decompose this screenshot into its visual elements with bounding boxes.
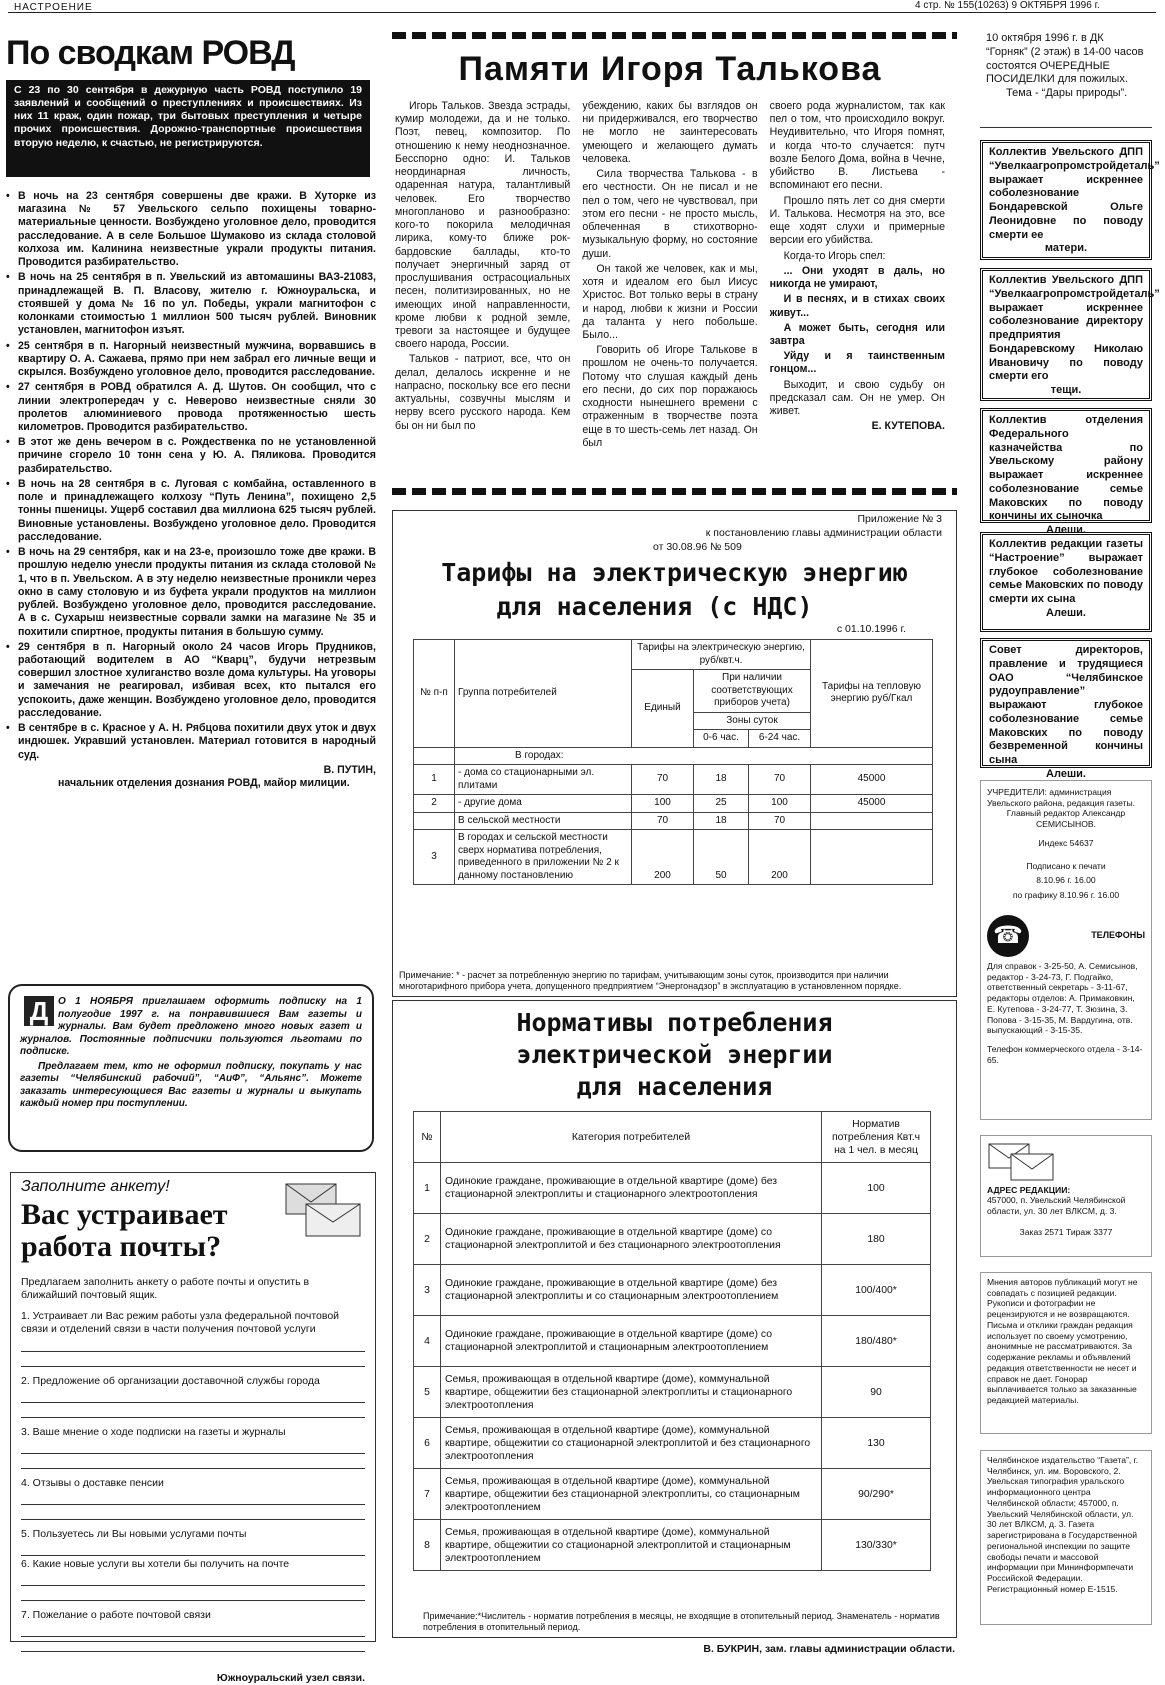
rovd-sign-title: начальник отделения дознания РОВД, майор милиции. (58, 777, 350, 790)
tariff-note: Примечание: * - расчет за потребленную энергию по тарифам, учитывающим зоны суток, производится при наличии многотарифного прибора учета, допущенного предприятием “Энергонадзор” в эксплуатацию в установленном порядке. (399, 969, 902, 991)
th-norm: Норматив потребления Квт.ч на 1 чел. в месяц (822, 1112, 931, 1163)
table-row: 3 Одинокие граждане, проживающие в отдельной квартире (доме) без стационарной электроплиты и со стационарным электроотоплением 100/400* (414, 1265, 931, 1316)
condolence-3: Коллектив отделения Федерального казначейства по Увельскому району выражает искреннее соболезнование семье Маковских по поводу кончины их сыночка Алеши. (980, 408, 1152, 523)
disclaimer: Мнения авторов публикаций могут не совпадать с позицией редакции. Рукописи и фотографии не рецензируются и не возвращаются. Письма и отклики граждан редакция использует по своему усмотрению, анонимные не рассматриваются. За содержание рекламы и объявлений редакция ответственности не несет и справок не дает. Гонорар выплачивается только за заказанные редакцией материалы. (980, 1272, 1152, 1434)
tariff-title-2: для населения (с НДС) (496, 592, 813, 621)
survey-question-1: 1. Устраивает ли Вас режим работы узла федеральной почтовой связи и отделений связи в части получения почтовой услуги (21, 1310, 365, 1366)
th-with-meter: При наличии соответствующих приборов учета) (694, 670, 811, 713)
commercial-phone: Телефон коммерческого отдела - 3-14-65. (987, 1044, 1143, 1065)
table-row: 2 - другие дома 100 25 100 45000 (414, 795, 933, 813)
answer-line[interactable] (21, 1403, 365, 1418)
rovd-item: • 27 сентября в РОВД обратился А. Д. Шутов. Он сообщил, что с линии электропередач у с. Неверово неизвестные сняли 30 пролетов алюминиевого провода протяженностью шесть километров. Проводится разбирательство. (8, 381, 376, 434)
mail-icon (987, 1142, 1057, 1182)
envelopes-icon (282, 1178, 366, 1246)
issue-info: 4 стр. № 155(10263) 9 ОКТЯБРЯ 1996 г. (915, 0, 1100, 11)
talkov-sign: Е. КУТЕПОВА. (871, 420, 945, 433)
poem-line: Уйду и я таинственным гонцом... (769, 350, 945, 376)
decree-line-1: к постановлению главы администрации области (705, 527, 942, 539)
talkov-paragraph: своего рода журналистом, так как пел о том, что происходило вокруг. Неудивительно, что Игоря помнят, и когда что-то случается: путч возле Белого Дома, война в Чечне, убийство В. Листьева - вспоминают его песни. (769, 100, 945, 192)
telephone-icon: ☎ (987, 915, 1029, 957)
dashed-rule-bottom (392, 488, 957, 495)
table-row: В сельской местности 70 18 70 (414, 812, 933, 830)
th-zones: Зоны суток (694, 712, 811, 730)
condolence-1: Коллектив Увельского ДПП “Увелкаагропромстройдеталь” выражает искреннее соболезнование Бондаревской Ольге Леонидовне по поводу смерти ее матери. (980, 140, 1152, 260)
in-cities-label: В городах: (455, 747, 933, 765)
talkov-title: Памяти Игоря Талькова (458, 50, 882, 88)
talkov-paragraph: Игорь Тальков. Звезда эстрады, кумир молодежи, да и не только. Поэт, певец, композитор. По отношению к нему неоднозначное. Бесспорно одно: И. Тальков неординарная личность, одаренная натура, талантливый человек. Его творчество многопланово и разнообразно: кого-то покорила мелодичная лирика, кому-то ближе рок-бардовские баллады, кто-то получает энергичный заряд от прослушивания острасоциальных песен, политизированных, но не имеющих иной направленности, кроме любви к родной земле, тревоги за настоящее и будущее своего народа, России. (395, 100, 571, 351)
th-group: Группа потребителей (455, 640, 632, 748)
talkov-paragraph: Он такой же человек, как и мы, хотя и идеалом его был Иисус Христос. Вот только веры в страну и народ, любви к жизни и России да таланта у него побольше. Было... (582, 262, 758, 341)
table-row: 3 В городах и сельской местности сверх норматива потребления, приведенного в приложении № 2 к данному постановлению 200 50 200 (414, 830, 933, 885)
condolence-5: Совет директоров, правление и трудящиеся ОАО “Челябинское рудоуправление” выражают глубокое соболезнование семье Маковских по поводу безвременной кончины сына Алеши. (980, 638, 1152, 768)
answer-line[interactable] (21, 1541, 365, 1556)
print-schedule: по графику 8.10.96 г. 16.00 (1012, 890, 1120, 901)
th-num: № (414, 1112, 441, 1163)
answer-line[interactable] (21, 1505, 365, 1520)
rovd-item: • В сентябре в с. Красное у А. Н. Рябцова похитили двух уток и двух индюшек. Укравший установлен. Материал готовится в народный суд. (8, 722, 376, 762)
th-tariff: Тарифы на электрическую энергию, руб/квт.ч. (632, 640, 811, 670)
rovd-item: • 25 сентября в п. Нагорный неизвестный мужчина, ворвавшись в квартиру О. А. Сажаева, прямо при нем забрал его личные вещи и скрылся. Возбуждено уголовное дело, проводится расследование. (8, 340, 376, 380)
tariff-section (392, 510, 957, 997)
talkov-paragraph: Тальков - патриот, все, что он делал, делалось искренне и не напрасно, поскольку все его песни актуальны, созвучны мыслям и нерву всего русского народа. Кем бы он ни был по (395, 353, 571, 432)
th-num: № п-п (414, 640, 455, 748)
decree-line-2: от 30.08.96 № 509 (653, 541, 742, 553)
answer-line[interactable] (21, 1352, 365, 1367)
poem-line: А может быть, сегодня или завтра (769, 321, 945, 347)
editor: Главный редактор Александр СЕМИСЫНОВ. (1006, 808, 1126, 830)
rovd-item: • В этот же день вечером в с. Рождественка по не установленной причине сгорело 10 тонн сена у Ю. А. Пяликова. Проводится разбирательство. (8, 436, 376, 476)
tariff-table (413, 639, 933, 885)
talkov-paragraph: Прошло пять лет со дня смерти И. Талькова. Несмотря на это, все еще ходят слухи и примерные версии его убийства. (769, 194, 945, 247)
address-title: АДРЕС РЕДАКЦИИ: (987, 1184, 1071, 1195)
section-name: НАСТРОЕНИЕ (14, 2, 93, 13)
norms-title-1: Нормативы потребления (516, 1008, 833, 1037)
publisher-info: Челябинское издательство “Газета”, г. Челябинск, ул. им. Воровского, 2. Увельская типография уральского информационного центра Челябинской области; 457000, п. Увельский Челябинской области, ул. 30 лет ВЛКСМ, д. 3. Газета зарегистрирована в Государственной региональной инспекции по защите свободы печати и массовой информации при Мининформпечати Российской Федерации. Регистрационный номер Е-1515. (980, 1450, 1152, 1625)
talkov-paragraph: Выходит, и свою судьбу он предсказал сам. Он не умер. Он живет. (769, 378, 945, 418)
answer-line[interactable] (21, 1337, 365, 1352)
address: 457000, п. Увельский Челябинской области, ул. 30 лет ВЛКСМ, д. 3. (987, 1195, 1126, 1217)
tariff-title-1: Тарифы на электрическую энергию (441, 558, 908, 587)
rovd-sign-name: В. ПУТИН, (323, 763, 376, 776)
th-single: Единый (632, 670, 694, 748)
index: Индекс 54637 (1038, 837, 1094, 848)
order-print: Заказ 2571 Тираж 3377 (1019, 1226, 1113, 1237)
th-category: Категория потребителей (441, 1112, 822, 1163)
table-row: 7 Семья, проживающая в отдельной квартире (доме), коммунальной квартире, общежитии без стационарной электроплиты, со стационарным электроотоплением 90/290* (414, 1469, 931, 1520)
header-rule (8, 12, 1156, 13)
masthead-info (980, 780, 1152, 1120)
answer-line[interactable] (21, 1637, 365, 1652)
survey-question-4: 4. Отзывы о доставке пенсии (21, 1477, 365, 1520)
appendix-label: Приложение № 3 (857, 513, 942, 525)
subscription-text-1: О 1 НОЯБРЯ приглашаем оформить подписку на 1 полугодие 1997 г. на понравившиеся Вам газеты и журналы. Вам будет предложено много новых газет и журналов. Постоянные подписчики пользуются льготами по подписке. (20, 996, 362, 1057)
dashed-rule-top (392, 32, 957, 39)
talkov-paragraph: убеждению, каких бы взглядов он ни придерживался, его творчество не могло не заинтересовать умеющего и желающего думать человека. (582, 100, 758, 165)
survey-question-7: 7. Пожелание о работе почтовой связи (21, 1609, 365, 1652)
table-row: 5 Семья, проживающая в отдельной квартире (доме), коммунальной квартире, общежитии без стационарной электроплиты и стационарного электроотопления 90 (414, 1367, 931, 1418)
subscription-text-2: Предлагаем тем, кто не оформил подписку, покупать у нас газеты “Челябинский рабочий”, “АиФ”, “Альянс”. Можете заказать интересующиеся Вас газеты и журналы и выкупать каждый номер при поступлении. (20, 1060, 362, 1109)
phones: Для справок - 3-25-50, А. Семисынов, редактор - 3-24-73, Г. Подгайко, ответственный секретарь - 3-11-67, редакторы отделов: А. Примаковкин, Е. Кутепова - 3-24-77, Т. Зюзина, З. Попова - 3-15-35, М. Вардугина, отв. выпускающий - 3-15-35. (987, 960, 1138, 1036)
tariff-date: с 01.10.1996 г. (836, 623, 906, 635)
rovd-item: • В ночь на 29 сентября, как и на 23-е, произошло тоже две кражи. В прошлую неделю унесли продукты питания из склада столовой № 1, что в п. Увельском. А в эту неделю неизвестные проникли через окно в саму столовую и из буфета украли продуктов на миллион рублей. Возбуждено уголовное дело, проводится расследование. А в с. Сухарыш неизвестные сорвали замки на магазине № 35 и похитили спиртное, продукты питания в большую сумму. (8, 546, 376, 639)
signed-label: Подписано к печати (1026, 860, 1106, 871)
norms-note: Примечание:*Числитель - норматив потребления в месяцы, не входящие в отопительный период. Знаменатель - норматив потребления в отопительный период. (423, 1610, 940, 1632)
talkov-article (395, 100, 945, 452)
survey-question-6: 6. Какие новые услуги вы хотели бы получить на почте (21, 1558, 365, 1601)
talkov-paragraph: Сила творчества Талькова - в его честности. Он не писал и не пел о том, чего не чувствовал, при этом его песни - не просто мысль, облеченная в стихотворно-музыкальную форму, но состояние души. (582, 168, 758, 260)
poem-line: ... Они уходят в даль, но никогда не умирают, (769, 264, 945, 291)
answer-line[interactable] (21, 1454, 365, 1469)
survey-question-3: 3. Ваше мнение о ходе подписки на газеты и журналы (21, 1426, 365, 1469)
th-zone-1: 0-6 час. (694, 730, 749, 748)
table-row: 2 Одинокие граждане, проживающие в отдельной квартире (доме) со стационарной электроплитой и без стационарного электроотопления 180 (414, 1214, 931, 1265)
rovd-items (8, 190, 376, 790)
founders: УЧРЕДИТЕЛИ: администрация Увельского района, редакция газеты. (987, 787, 1136, 808)
rovd-item: • В ночь на 23 сентября совершены две кражи. В Хуторке из магазина № 57 Увельского сельпо похищены товарно-материальные ценности. Возбуждено уголовное дело, проводится расследование. А в селе Большое Шумаково из склада столовой колхоза им. Калинина неизвестные украли продукты питания. Проводится разбирательство. (8, 190, 376, 269)
survey-sign: Южноуральский узел связи. (216, 1672, 365, 1685)
event-notice: 10 октября 1996 г. в ДК “Горняк” (2 этаж) в 14-00 часов состоятся ОЧЕРЕДНЫЕ ПОСИДЕЛКИ для пожилых. Тема - “Дары природы”. (980, 30, 1152, 128)
survey-title: Вас устраивает работа почты? (21, 1198, 228, 1263)
norms-title-2: электрической энергии (516, 1040, 833, 1069)
address-block (980, 1135, 1152, 1257)
condolence-2: Коллектив Увельского ДПП “Увелкаагропромстройдеталь” выражает искреннее соболезнование директору предприятия Бондаревскому Николаю Ивановичу по поводу смерти его тещи. (980, 268, 1152, 401)
th-zone-2: 6-24 час. (749, 730, 811, 748)
signed-date: 8.10.96 г. 16.00 (1036, 875, 1096, 886)
table-row: 6 Семья, проживающая в отдельной квартире (доме), коммунальной квартире, общежитии со стационарной электроплитой и без стационарного электроотопления 130 (414, 1418, 931, 1469)
table-row: 1 Одинокие граждане, проживающие в отдельной квартире (доме) без стационарной электроплиты и стационарного электроотопления 100 (414, 1163, 931, 1214)
table-row: 8 Семья, проживающая в отдельной квартире (доме), коммунальной квартире, общежитии со стационарной электроплитой и стационарным электроотоплением 130/330* (414, 1520, 931, 1571)
rovd-title: По сводкам РОВД (6, 34, 295, 72)
answer-line[interactable] (21, 1622, 365, 1637)
rovd-item: • В ночь на 25 сентября в п. Увельский из автомашины ВАЗ-21083, принадлежащей В. П. Власову, жителю г. Южноуральска, и стоявшей у дома № 16 по ул. Победы, украли магнитофон с колонками стоимостью 1 миллион 500 тысяч рублей. Виновник установлен, магнитофон изъят. (8, 271, 376, 337)
th-heat: Тарифы на тепловую энергию руб/Гкал (811, 640, 933, 748)
norms-section (392, 1000, 957, 1638)
norms-sign: В. БУКРИН, зам. главы администрации области. (703, 1643, 955, 1655)
answer-line[interactable] (21, 1490, 365, 1505)
survey-kicker: Заполните анкету! (21, 1178, 170, 1195)
norms-table (413, 1111, 931, 1571)
answer-line[interactable] (21, 1571, 365, 1586)
table-row (414, 747, 933, 765)
phones-title: ТЕЛЕФОНЫ (1091, 930, 1145, 941)
rovd-item: • В ночь на 28 сентября в с. Луговая с комбайна, оставленного в поле и принадлежащего колхозу “Путь Ленина”, похищено 2,5 тонны пшеницы. Ущерб составил два миллиона 625 тысяч рублей. Виновные установлены. Возбуждено уголовное дело. Проводится расследование. (8, 478, 376, 544)
survey-intro: Предлагаем заполнить анкету о работе почты и опустить в ближайший почтовый ящик. (21, 1276, 310, 1302)
answer-line[interactable] (21, 1388, 365, 1403)
table-row: 4 Одинокие граждане, проживающие в отдельной квартире (доме) со стационарной электроплитой и стационарным электроотоплением 180/480* (414, 1316, 931, 1367)
rovd-item: • 29 сентября в п. Нагорный около 24 часов Игорь Прудников, работающий водителем в АО “Кварц”, будучи нетрезвым совершил злостное хулиганство возле дома культуры. На уговоры и замечания не реагировал, избивая всех, кто пытался его успокоить, даже женщин. Возбуждено уголовное дело, проводится расследование. (8, 641, 376, 720)
rovd-lead: С 23 по 30 сентября в дежурную часть РОВД поступило 19 заявлений и сообщений о преступлениях и происшествиях. Из них 11 краж, один пожар, три бытовых преступления и четыре прочих происшествия. Дорожно-транспортные происшествия вторую неделю, к счастью, не регистрируются. (6, 80, 370, 177)
answer-line[interactable] (21, 1439, 365, 1454)
answer-line[interactable] (21, 1586, 365, 1601)
subscription-notice (8, 984, 374, 1152)
survey-question-2: 2. Предложение об организации доставочной службы города (21, 1375, 365, 1418)
survey-question-5: 5. Пользуетесь ли Вы новыми услугами почты (21, 1528, 365, 1556)
drop-cap: Д (24, 996, 54, 1026)
norms-title-3: для населения (576, 1072, 773, 1101)
talkov-paragraph: Когда-то Игорь спел: (783, 249, 886, 262)
talkov-paragraph: Говорить об Игоре Талькове в прошлом не очень-то получается. Потому что слушая каждый день его песни, до сих пор поражаюсь сходности нынешнего времени с отраженным в творчестве поэта еще в то шесть-семь лет назад. Он был (582, 344, 758, 449)
condolence-4: Коллектив редакции газеты “Настроение” выражает глубокое соболезнование семье Маковских по поводу смерти их сына Алеши. (980, 532, 1152, 632)
poem-line: И в песнях, и в стихах своих живут... (769, 293, 945, 319)
table-row: 1 - дома со стационарными эл. плитами 70 18 70 45000 (414, 765, 933, 795)
